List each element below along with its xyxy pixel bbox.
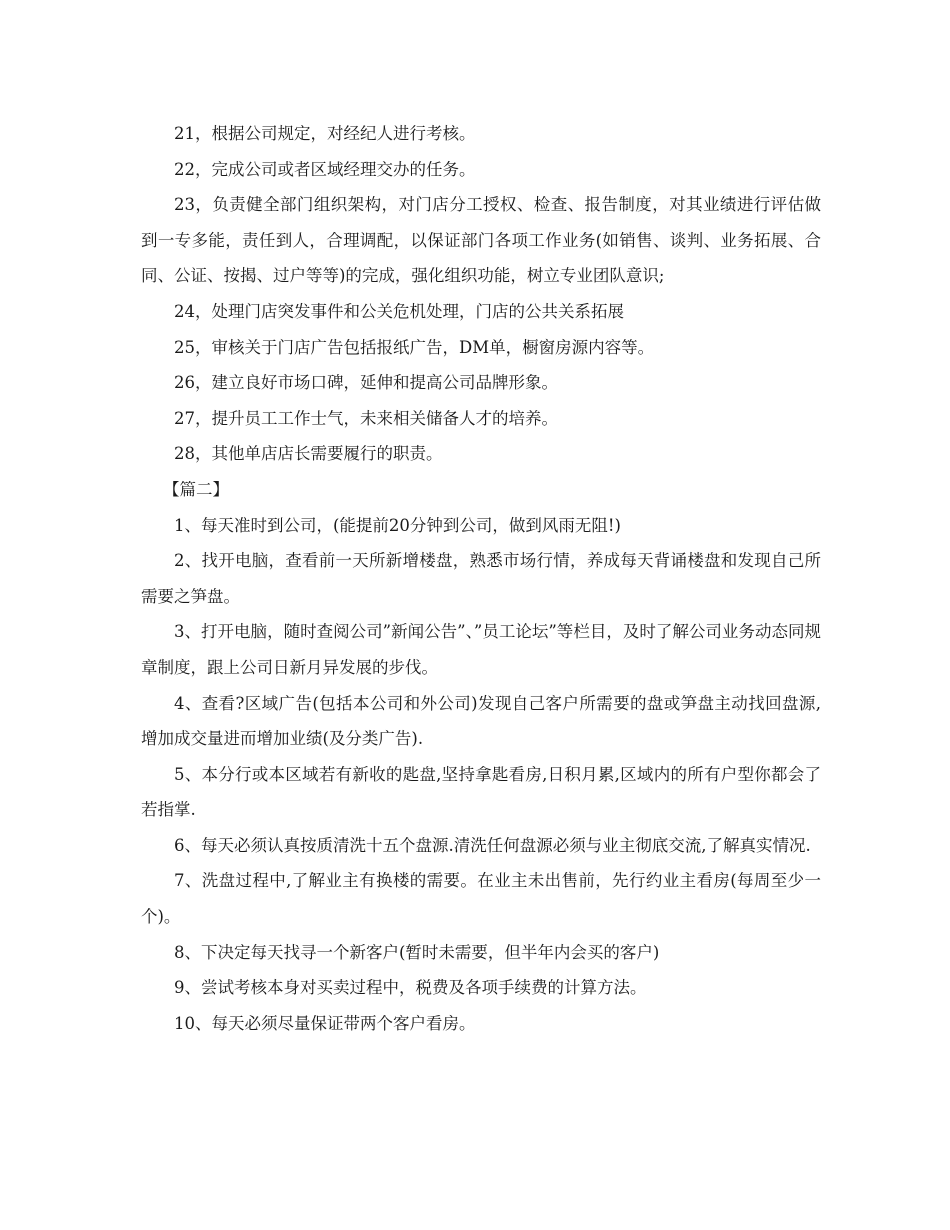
paragraph-22: 22，完成公司或者区域经理交办的任务。	[174, 159, 476, 179]
paragraph-23: 23，负责健全部门组织架构，对门店分工授权、检查、报告制度，对其业绩进行评估做到一专多能，责任到人，合理调配，以保证部门各项工作业务(如销售、谈判、业务拓展、合同、公证、按揭、过户等等)的完成，强化组织功能，树立专业团队意识;	[141, 195, 821, 286]
section-paragraph-4: 4、查看?区域广告(包括本公司和外公司)发现自己客户所需要的盘或笋盘主动找回盘源,增加成交量进而增加业绩(及分类广告).	[141, 693, 821, 749]
section-paragraph-5: 5、本分行或本区域若有新收的匙盘,坚持拿匙看房,日积月累,区域内的所有户型你都会了若指掌.	[141, 764, 821, 820]
section-paragraph-7: 7、洗盘过程中,了解业主有换楼的需要。在业主未出售前，先行约业主看房(每周至少一个)。	[141, 871, 821, 927]
section-paragraph-9: 9、尝试考核本身对买卖过程中，税费及各项手续费的计算方法。	[174, 978, 647, 998]
section-paragraph-10: 10、每天必须尽量保证带两个客户看房。	[174, 1013, 476, 1033]
section-paragraph-8: 8、下决定每天找寻一个新客户(暂时未需要，但半年内会买的客户)	[174, 942, 660, 962]
section-paragraph-6: 6、每天必须认真按质清洗十五个盘源.清洗任何盘源必须与业主彻底交流,了解真实情况.	[174, 835, 811, 855]
paragraph-25: 25，审核关于门店广告包括报纸广告，DM单，橱窗房源内容等。	[174, 337, 655, 357]
section-paragraph-3: 3、打开电脑，随时查阅公司”新闻公告”、”员工论坛”等栏目，及时了解公司业务动态同规章制度，跟上公司日新月异发展的步伐。	[141, 622, 821, 677]
paragraph-24: 24，处理门店突发事件和公关危机处理，门店的公共关系拓展	[174, 301, 624, 321]
document-body	[141, 116, 821, 1041]
paragraph-28: 28，其他单店店长需要履行的职责。	[174, 444, 443, 464]
section-paragraph-2: 2、找开电脑，查看前一天所新增楼盘，熟悉市场行情，养成每天背诵楼盘和发现自己所需要之笋盘。	[141, 551, 821, 606]
section-heading: 【篇二】	[163, 479, 229, 499]
section-paragraph-1: 1、每天准时到公司，(能提前20分钟到公司，做到风雨无阻!)	[174, 515, 621, 535]
paragraph-21: 21，根据公司规定，对经纪人进行考核。	[174, 124, 476, 143]
paragraph-26: 26，建立良好市场口碑，延伸和提高公司品牌形象。	[174, 373, 558, 393]
paragraph-27: 27，提升员工工作士气，未来相关储备人才的培养。	[174, 408, 558, 428]
